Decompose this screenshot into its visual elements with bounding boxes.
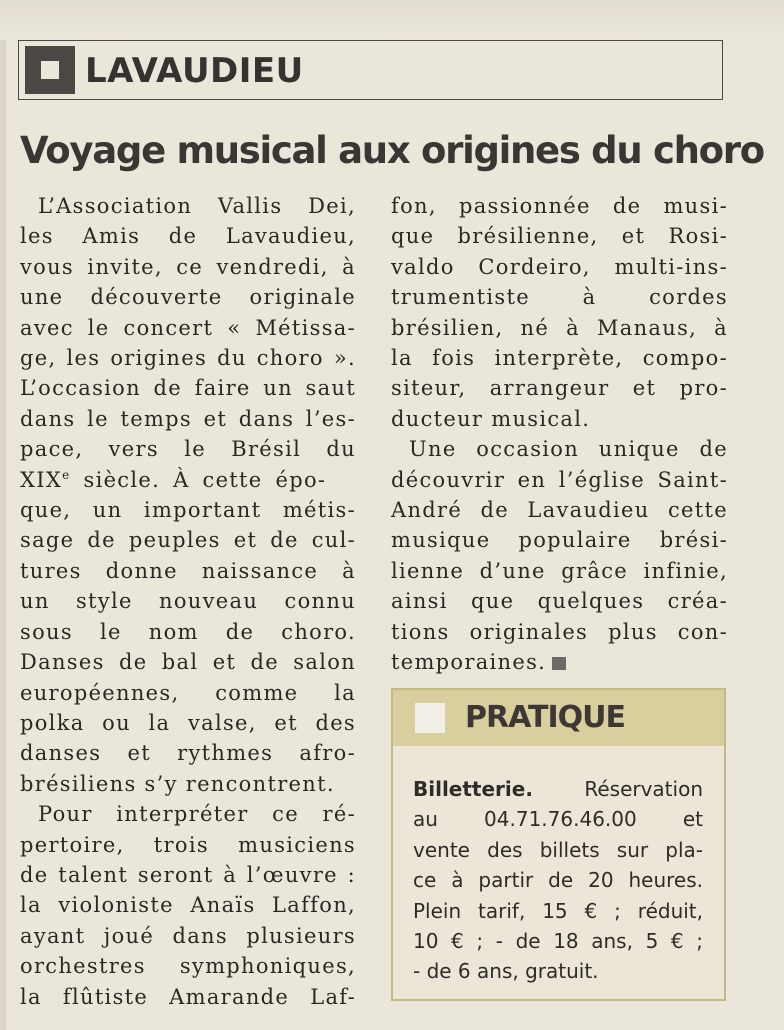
pratique-line: Réservation (532, 777, 703, 801)
text-line: brésilien, né à Manaus, à (391, 315, 728, 340)
text-line: dans le temps et dans l’es- (20, 406, 356, 431)
text-line: musique populaire brési- (391, 528, 728, 553)
text-line: ducteur musical. (391, 406, 591, 431)
text-line: L’occasion de faire un saut (20, 376, 356, 401)
text-line: la fois interprète, compo- (391, 346, 728, 371)
section-rubric (18, 40, 723, 100)
century-superscript: e (62, 467, 71, 482)
text-line: valdo Cordeiro, multi-ins- (391, 254, 728, 279)
text-line: une découverte originale (20, 285, 356, 310)
text-line: lienne d’une grâce infinie, (391, 558, 728, 583)
text-line: brésiliens s’y rencontrent. (20, 771, 335, 796)
text-line: sage de peuples et de cul- (20, 528, 356, 553)
text-line: vous invite, ce vendredi, à (20, 254, 356, 279)
text-line: tions originales plus con- (391, 619, 728, 644)
pratique-line: Plein tarif, 15 € ; réduit, (413, 898, 703, 923)
article-paragraph (391, 434, 728, 677)
text-line: ainsi que quelques créa- (391, 589, 728, 614)
text-line: André de Lavaudieu cette (391, 498, 728, 523)
text-line: tures donne naissance à (20, 558, 356, 583)
text-line: L’Association Vallis Dei, (38, 194, 356, 218)
article-column-left (20, 191, 356, 1012)
end-square-icon (552, 657, 566, 670)
text-line: Danses de bal et de salon (20, 650, 356, 675)
pratique-line: 10 € ; - de 18 ans, 5 € ; (413, 929, 703, 954)
text-line: fon, passionnée de musi- (391, 194, 728, 218)
pratique-box (391, 688, 726, 1001)
pratique-line: au 04.71.76.46.00 et (413, 807, 703, 832)
text-line-last (391, 647, 728, 677)
text-line: siteur, arrangeur et pro- (391, 376, 728, 401)
century-roman: XIX (20, 467, 63, 492)
text-line: pertoire, trois musiciens (20, 832, 356, 857)
pratique-lead: Billetterie. (413, 777, 533, 801)
pratique-line: vente des billets sur pla- (413, 837, 703, 862)
text-line: les Amis de Lavaudieu, (20, 224, 356, 249)
text-line-end: temporaines. (391, 650, 547, 675)
text-line: polka ou la valse, et des (20, 710, 356, 735)
text-line: que, un important métis- (20, 498, 356, 523)
pratique-header (393, 690, 724, 746)
text-line: avec le concert « Métissa- (20, 315, 356, 340)
century-rest: siècle. À cette épo- (70, 467, 327, 492)
text-line: la flûtiste Amarande Laf- (20, 984, 356, 1009)
text-line: sous le nom de choro. (20, 619, 356, 644)
article-paragraph (20, 191, 356, 799)
text-line: pace, vers le Brésil du (20, 437, 356, 462)
text-line: un style nouveau connu (20, 589, 356, 614)
pratique-line: ce à partir de 20 heures. (413, 868, 703, 893)
text-line: de talent seront à l’œuvre : (20, 862, 356, 887)
previous-article-bleed (0, 0, 784, 40)
article-headline: Voyage musical aux origines du choro (20, 129, 764, 172)
text-line: orchestres symphoniques, (20, 954, 356, 979)
page-edge (0, 40, 6, 1030)
article-paragraph (20, 799, 356, 1012)
text-line: que brésilienne, et Rosi- (391, 224, 728, 249)
text-line: la violoniste Anaïs Laffon, (20, 893, 356, 918)
article-column-right (391, 191, 728, 678)
text-line: Pour interpréter ce ré- (38, 802, 356, 827)
text-line: Une occasion unique de (409, 437, 728, 462)
text-line (413, 774, 703, 804)
text-line: découvrir en l’église Saint- (391, 467, 728, 492)
rubric-square-icon (25, 46, 75, 94)
pratique-title: PRATIQUE (465, 700, 625, 735)
text-line: trumentiste à cordes (391, 285, 728, 310)
pratique-line: - de 6 ans, gratuit. (413, 959, 599, 984)
section-label: LAVAUDIEU (85, 51, 304, 91)
text-line: ayant joué dans plusieurs (20, 923, 356, 948)
text-line: danses et rythmes afro- (20, 741, 356, 766)
pratique-square-icon (415, 703, 445, 733)
text-line-century (20, 465, 356, 495)
text-line: européennes, comme la (20, 680, 356, 705)
pratique-body (413, 774, 703, 987)
text-line: ge, les origines du choro ». (20, 346, 356, 371)
article-paragraph (391, 191, 728, 434)
